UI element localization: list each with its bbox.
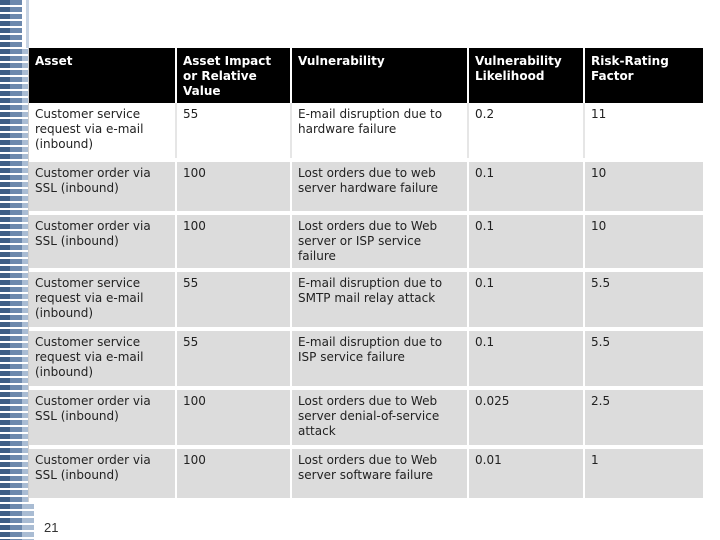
- cell-impact: 55: [176, 270, 291, 329]
- cell-asset: Customer order via SSL (inbound): [29, 160, 176, 213]
- cell-likelihood: 0.1: [468, 329, 584, 388]
- header-vulnerability: Vulnerability: [291, 48, 468, 103]
- table-row: [29, 447, 703, 500]
- cell-impact: 100: [176, 388, 291, 447]
- cell-risk-rating: 5.5: [584, 329, 703, 388]
- table-row: [29, 270, 703, 329]
- cell-impact: 55: [176, 329, 291, 388]
- cell-likelihood: 0.01: [468, 447, 584, 500]
- table-header-row: [29, 48, 703, 103]
- cell-likelihood: 0.025: [468, 388, 584, 447]
- cell-risk-rating: 1: [584, 447, 703, 500]
- cell-vulnerability: E-mail disruption due to hardware failure: [291, 103, 468, 160]
- cell-impact: 100: [176, 213, 291, 270]
- cell-impact: 100: [176, 160, 291, 213]
- cell-asset: Customer service request via e-mail (inbound): [29, 329, 176, 388]
- table-row: [29, 103, 703, 160]
- cell-asset: Customer order via SSL (inbound): [29, 213, 176, 270]
- table-row: [29, 329, 703, 388]
- cell-asset: Customer service request via e-mail (inbound): [29, 103, 176, 160]
- header-asset: Asset: [29, 48, 176, 103]
- cell-vulnerability: Lost orders due to Web server denial-of-service attack: [291, 388, 468, 447]
- cell-vulnerability: E-mail disruption due to ISP service failure: [291, 329, 468, 388]
- table-row: [29, 160, 703, 213]
- cell-vulnerability: Lost orders due to Web server or ISP service failure: [291, 213, 468, 270]
- cell-risk-rating: 10: [584, 160, 703, 213]
- risk-table-container: [28, 48, 703, 502]
- cell-vulnerability: Lost orders due to web server hardware failure: [291, 160, 468, 213]
- cell-impact: 100: [176, 447, 291, 500]
- cell-likelihood: 0.1: [468, 270, 584, 329]
- header-risk-rating: Risk-Rating Factor: [584, 48, 703, 103]
- page-number: 21: [44, 520, 59, 535]
- header-asset-impact: Asset Impact or Relative Value: [176, 48, 291, 103]
- table-row: [29, 388, 703, 447]
- cell-risk-rating: 10: [584, 213, 703, 270]
- cell-likelihood: 0.2: [468, 103, 584, 160]
- cell-impact: 55: [176, 103, 291, 160]
- table-row: [29, 213, 703, 270]
- cell-asset: Customer order via SSL (inbound): [29, 447, 176, 500]
- cell-asset: Customer order via SSL (inbound): [29, 388, 176, 447]
- cell-risk-rating: 11: [584, 103, 703, 160]
- cell-risk-rating: 5.5: [584, 270, 703, 329]
- cell-asset: Customer service request via e-mail (inbound): [29, 270, 176, 329]
- cell-risk-rating: 2.5: [584, 388, 703, 447]
- header-likelihood: Vulnerability Likelihood: [468, 48, 584, 103]
- decorative-stripe-line: [26, 0, 29, 48]
- cell-likelihood: 0.1: [468, 160, 584, 213]
- cell-vulnerability: Lost orders due to Web server software failure: [291, 447, 468, 500]
- risk-rating-table: [29, 48, 703, 502]
- cell-likelihood: 0.1: [468, 213, 584, 270]
- cell-vulnerability: E-mail disruption due to SMTP mail relay attack: [291, 270, 468, 329]
